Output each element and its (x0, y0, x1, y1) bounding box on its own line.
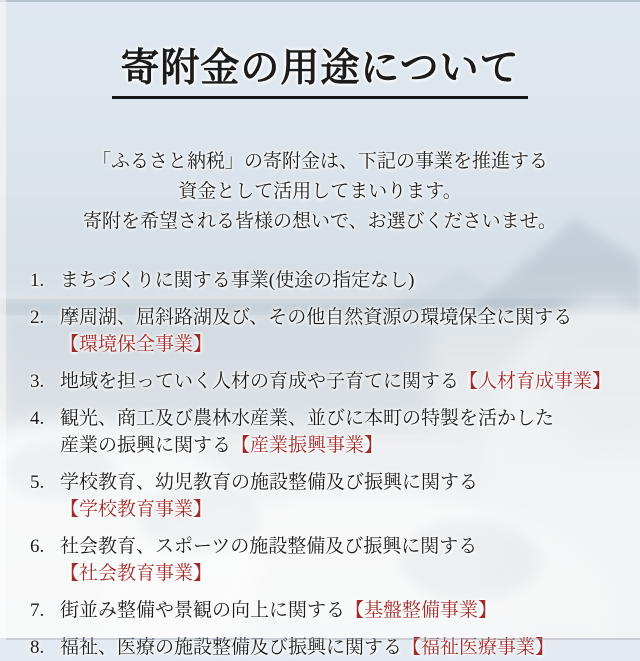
item-text: 産業の振興に関する (60, 435, 232, 457)
intro-line-3: 寄附を希望される皆様の想いで、お選びくださいませ。 (82, 211, 558, 233)
page-title: 寄附金の用途について (112, 48, 527, 99)
item-line (60, 368, 614, 395)
item-number: 7. (30, 600, 45, 622)
item-number: 8. (30, 637, 45, 659)
item-line-2 (60, 432, 614, 459)
item-line (60, 533, 614, 560)
item-body (60, 469, 614, 523)
list-item-3 (30, 368, 614, 395)
list-item-2 (30, 304, 614, 358)
item-text: 社会教育、スポーツの施設整備及び振興に関する (60, 536, 478, 558)
item-category-label: 【産業振興事業】 (231, 435, 384, 457)
item-category-label: 【学校教育事業】 (60, 499, 213, 521)
item-line (60, 469, 614, 496)
item-text: 観光、商工及び農林水産業、並びに本町の特製を活かした (60, 408, 555, 430)
title-wrap (26, 22, 614, 125)
item-category-label: 【環境保全事業】 (60, 334, 213, 356)
usage-list (26, 267, 614, 661)
intro-text (26, 147, 614, 237)
item-body (60, 533, 614, 587)
list-item-6 (30, 533, 614, 587)
intro-line-2: 資金として活用してまいります。 (178, 181, 462, 203)
item-line-2 (60, 560, 614, 587)
intro-line-1: 「ふるさと納税」の寄附金は、下記の事業を推進する (91, 151, 548, 173)
item-text: 学校教育、幼児教育の施設整備及び振興に関する (60, 472, 479, 494)
item-number: 5. (30, 472, 45, 494)
item-category-label: 【人材育成事業】 (459, 371, 612, 393)
item-body (60, 304, 614, 358)
item-text: 街並み整備や景観の向上に関する (60, 600, 346, 622)
list-item-5 (30, 469, 614, 523)
item-text: 地域を担っていく人材の育成や子育てに関する (60, 371, 460, 393)
item-number: 3. (30, 371, 45, 393)
item-number: 4. (30, 408, 45, 430)
list-item-1 (30, 267, 614, 294)
item-line (60, 405, 614, 432)
item-category-label: 【社会教育事業】 (60, 563, 213, 585)
item-line-2 (60, 496, 614, 523)
list-item-4 (30, 405, 614, 459)
photo-edge-left (0, 0, 6, 640)
item-body (60, 267, 614, 294)
list-item-7 (30, 597, 614, 624)
item-category-label: 【基盤整備事業】 (345, 600, 498, 622)
item-body (60, 597, 614, 624)
item-line-2 (60, 331, 614, 358)
item-text: 福祉、医療の施設整備及び振興に関する (60, 637, 403, 659)
item-category-label: 【福祉医療事業】 (402, 637, 555, 659)
photo-edge-top (0, 0, 640, 2)
item-number: 1. (30, 270, 45, 292)
item-number: 6. (30, 536, 45, 558)
item-number: 2. (30, 307, 45, 329)
item-line (60, 597, 614, 624)
item-line (60, 304, 614, 331)
item-text: 摩周湖、屈斜路湖及び、その他自然資源の環境保全に関する (60, 307, 573, 329)
item-body (60, 368, 614, 395)
item-line (60, 267, 614, 294)
item-text: まちづくりに関する事業(使途の指定なし) (60, 270, 415, 292)
item-body (60, 405, 614, 459)
